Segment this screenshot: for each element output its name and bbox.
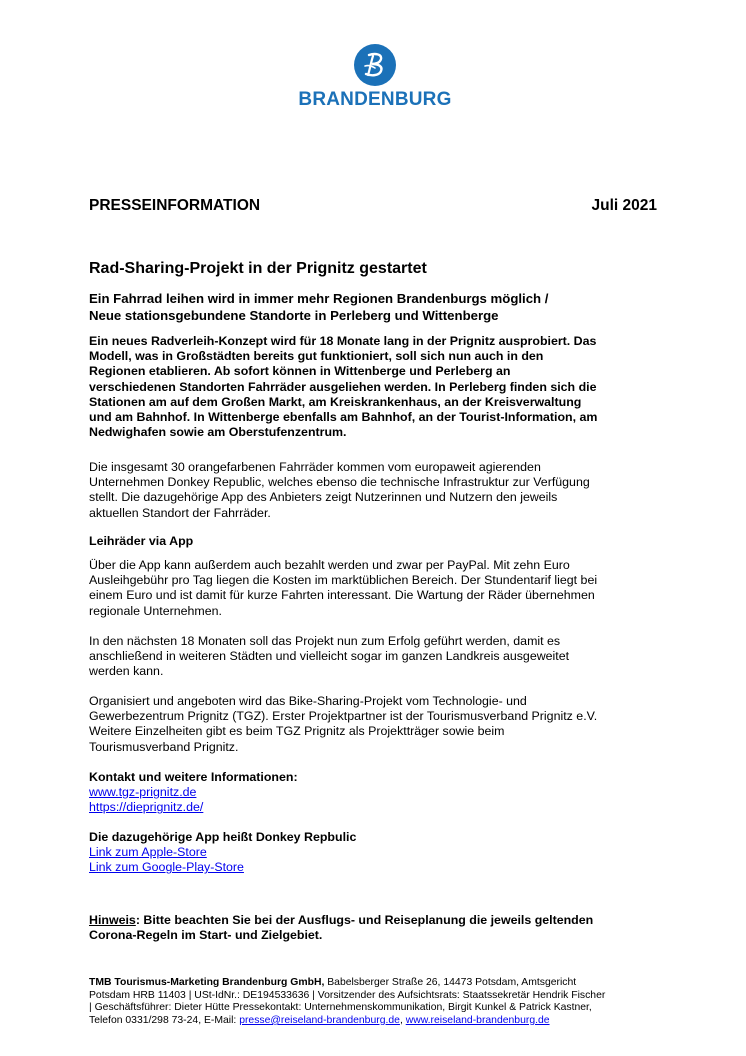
lead-line: verschiedenen Standorten Fahrräder ausgeliehen werden. In Perleberg finden sich die (89, 379, 597, 394)
text-line: Unternehmen Donkey Republic, welches ebenso die technische Infrastruktur zur Verfügung (89, 475, 590, 490)
press-date: Juli 2021 (591, 197, 657, 214)
footer-text: | Geschäftsführer: Dieter Hütte Pressekontakt: Unternehmenskommunikation, Birgit Kunkel & Patrick Kastner, (89, 1002, 592, 1014)
contact-heading: Kontakt und weitere Informationen: (89, 770, 298, 784)
footer (89, 977, 661, 1027)
text-line: Organisiert und angeboten wird das Bike-Sharing-Projekt vom Technologie- und (89, 694, 527, 708)
press-header (89, 197, 657, 215)
footer-text: Telefon 0331/298 73-24, E-Mail: (89, 1014, 240, 1026)
text-line: Ausleihgebühr pro Tag liegen die Kosten im marktüblichen Bereich. Der Stundentarif liegt bei (89, 573, 598, 588)
text-line: anschließend in weiteren Städten und vielleicht sogar im ganzen Landkreis ausgeweitet (89, 649, 570, 664)
notice-block (89, 913, 661, 943)
text-line: aktuellen Standort der Fahrräder. (89, 505, 271, 520)
text-line: Weitere Einzelheiten gibt es beim TGZ Prignitz als Projektträger sowie beim (89, 724, 505, 739)
text-line: Über die App kann außerdem auch bezahlt werden und zwar per PayPal. Mit zehn Euro (89, 558, 570, 572)
lead-line: Regionen etablieren. Ab sofort können in Wittenberge und Perleberg an (89, 364, 511, 379)
text-line: Gewerbezentrum Prignitz (TGZ). Erster Projektpartner ist der Tourismusverband Prignitz e.V. (89, 709, 598, 724)
notice-label: Hinweis (89, 913, 136, 927)
article-subtitle (89, 290, 657, 324)
lead-line: und am Bahnhof. In Wittenberge ebenfalls am Bahnhof, an der Tourist-Information, am (89, 410, 598, 425)
paragraph-payment (89, 558, 661, 619)
brandenburg-b-logo-icon (354, 44, 396, 86)
lead-paragraph (89, 334, 661, 440)
brand-name: BRANDENBURG (298, 89, 452, 110)
google-play-link[interactable]: Link zum Google-Play-Store (89, 860, 244, 875)
lead-line: Modell, was in Großstädten bereits gut funktioniert, soll sich nun auch in den (89, 349, 544, 364)
lead-line: Stationen am auf dem Großen Markt, am Kreiskrankenhaus, an der Kreisverwaltung (89, 394, 582, 409)
contact-block (89, 770, 661, 816)
text-line: regionale Unternehmen. (89, 603, 222, 618)
subtitle-line: Neue stationsgebundene Standorte in Perleberg und Wittenberge (89, 308, 499, 323)
footer-text: Potsdam HRB 11403 | USt-IdNr.: DE194533636 | Vorsitzender des Aufsichtsrats: Staatssekretär Hendrik Fischer (89, 989, 606, 1001)
app-block (89, 830, 661, 876)
press-label: PRESSEINFORMATION (89, 197, 261, 214)
article-title: Rad-Sharing-Projekt in der Prignitz gestartet (89, 260, 427, 277)
text-line: einem Euro und ist damit für kurze Fahrten interessant. Die Wartung der Räder übernehmen (89, 588, 595, 603)
footer-separator: , (399, 1014, 406, 1026)
lead-line: Ein neues Radverleih-Konzept wird für 18 Monate lang in der Prignitz ausprobiert. Das (89, 334, 597, 348)
paragraph-outlook (89, 634, 661, 680)
app-heading: Die dazugehörige App heißt Donkey Repbulic (89, 830, 357, 844)
paragraph-bikes (89, 460, 661, 521)
paragraph-organizer (89, 694, 661, 755)
apple-store-link[interactable]: Link zum Apple-Store (89, 845, 207, 860)
footer-email-link[interactable]: presse@reiseland-brandenburg.de (239, 1014, 400, 1026)
footer-text: Babelsberger Straße 26, 14473 Potsdam, Amtsgericht (324, 977, 577, 988)
lead-line: Nedwighafen sowie am Oberstufenzentrum. (89, 425, 347, 440)
brand-logo (292, 44, 458, 111)
text-line: stellt. Die dazugehörige App des Anbieters zeigt Nutzerinnen und Nutzern den jeweils (89, 490, 558, 505)
prignitz-link[interactable]: https://dieprignitz.de/ (89, 800, 204, 815)
notice-text: Corona-Regeln im Start- und Zielgebiet. (89, 928, 323, 943)
text-line: Tourismusverband Prignitz. (89, 739, 239, 754)
text-line: werden kann. (89, 664, 164, 679)
section-heading: Leihräder via App (89, 534, 194, 548)
text-line: In den nächsten 18 Monaten soll das Projekt nun zum Erfolg geführt werden, damit es (89, 634, 561, 648)
text-line: Die insgesamt 30 orangefarbenen Fahrräder kommen vom europaweit agierenden (89, 460, 541, 474)
tgz-link[interactable]: www.tgz-prignitz.de (89, 785, 197, 800)
footer-website-link[interactable]: www.reiseland-brandenburg.de (405, 1014, 550, 1026)
subtitle-line: Ein Fahrrad leihen wird in immer mehr Regionen Brandenburgs möglich / (89, 291, 549, 306)
footer-company: TMB Tourismus-Marketing Brandenburg GmbH, (89, 977, 325, 988)
notice-text: : Bitte beachten Sie bei der Ausflugs- und Reiseplanung die jeweils geltenden (135, 913, 594, 927)
